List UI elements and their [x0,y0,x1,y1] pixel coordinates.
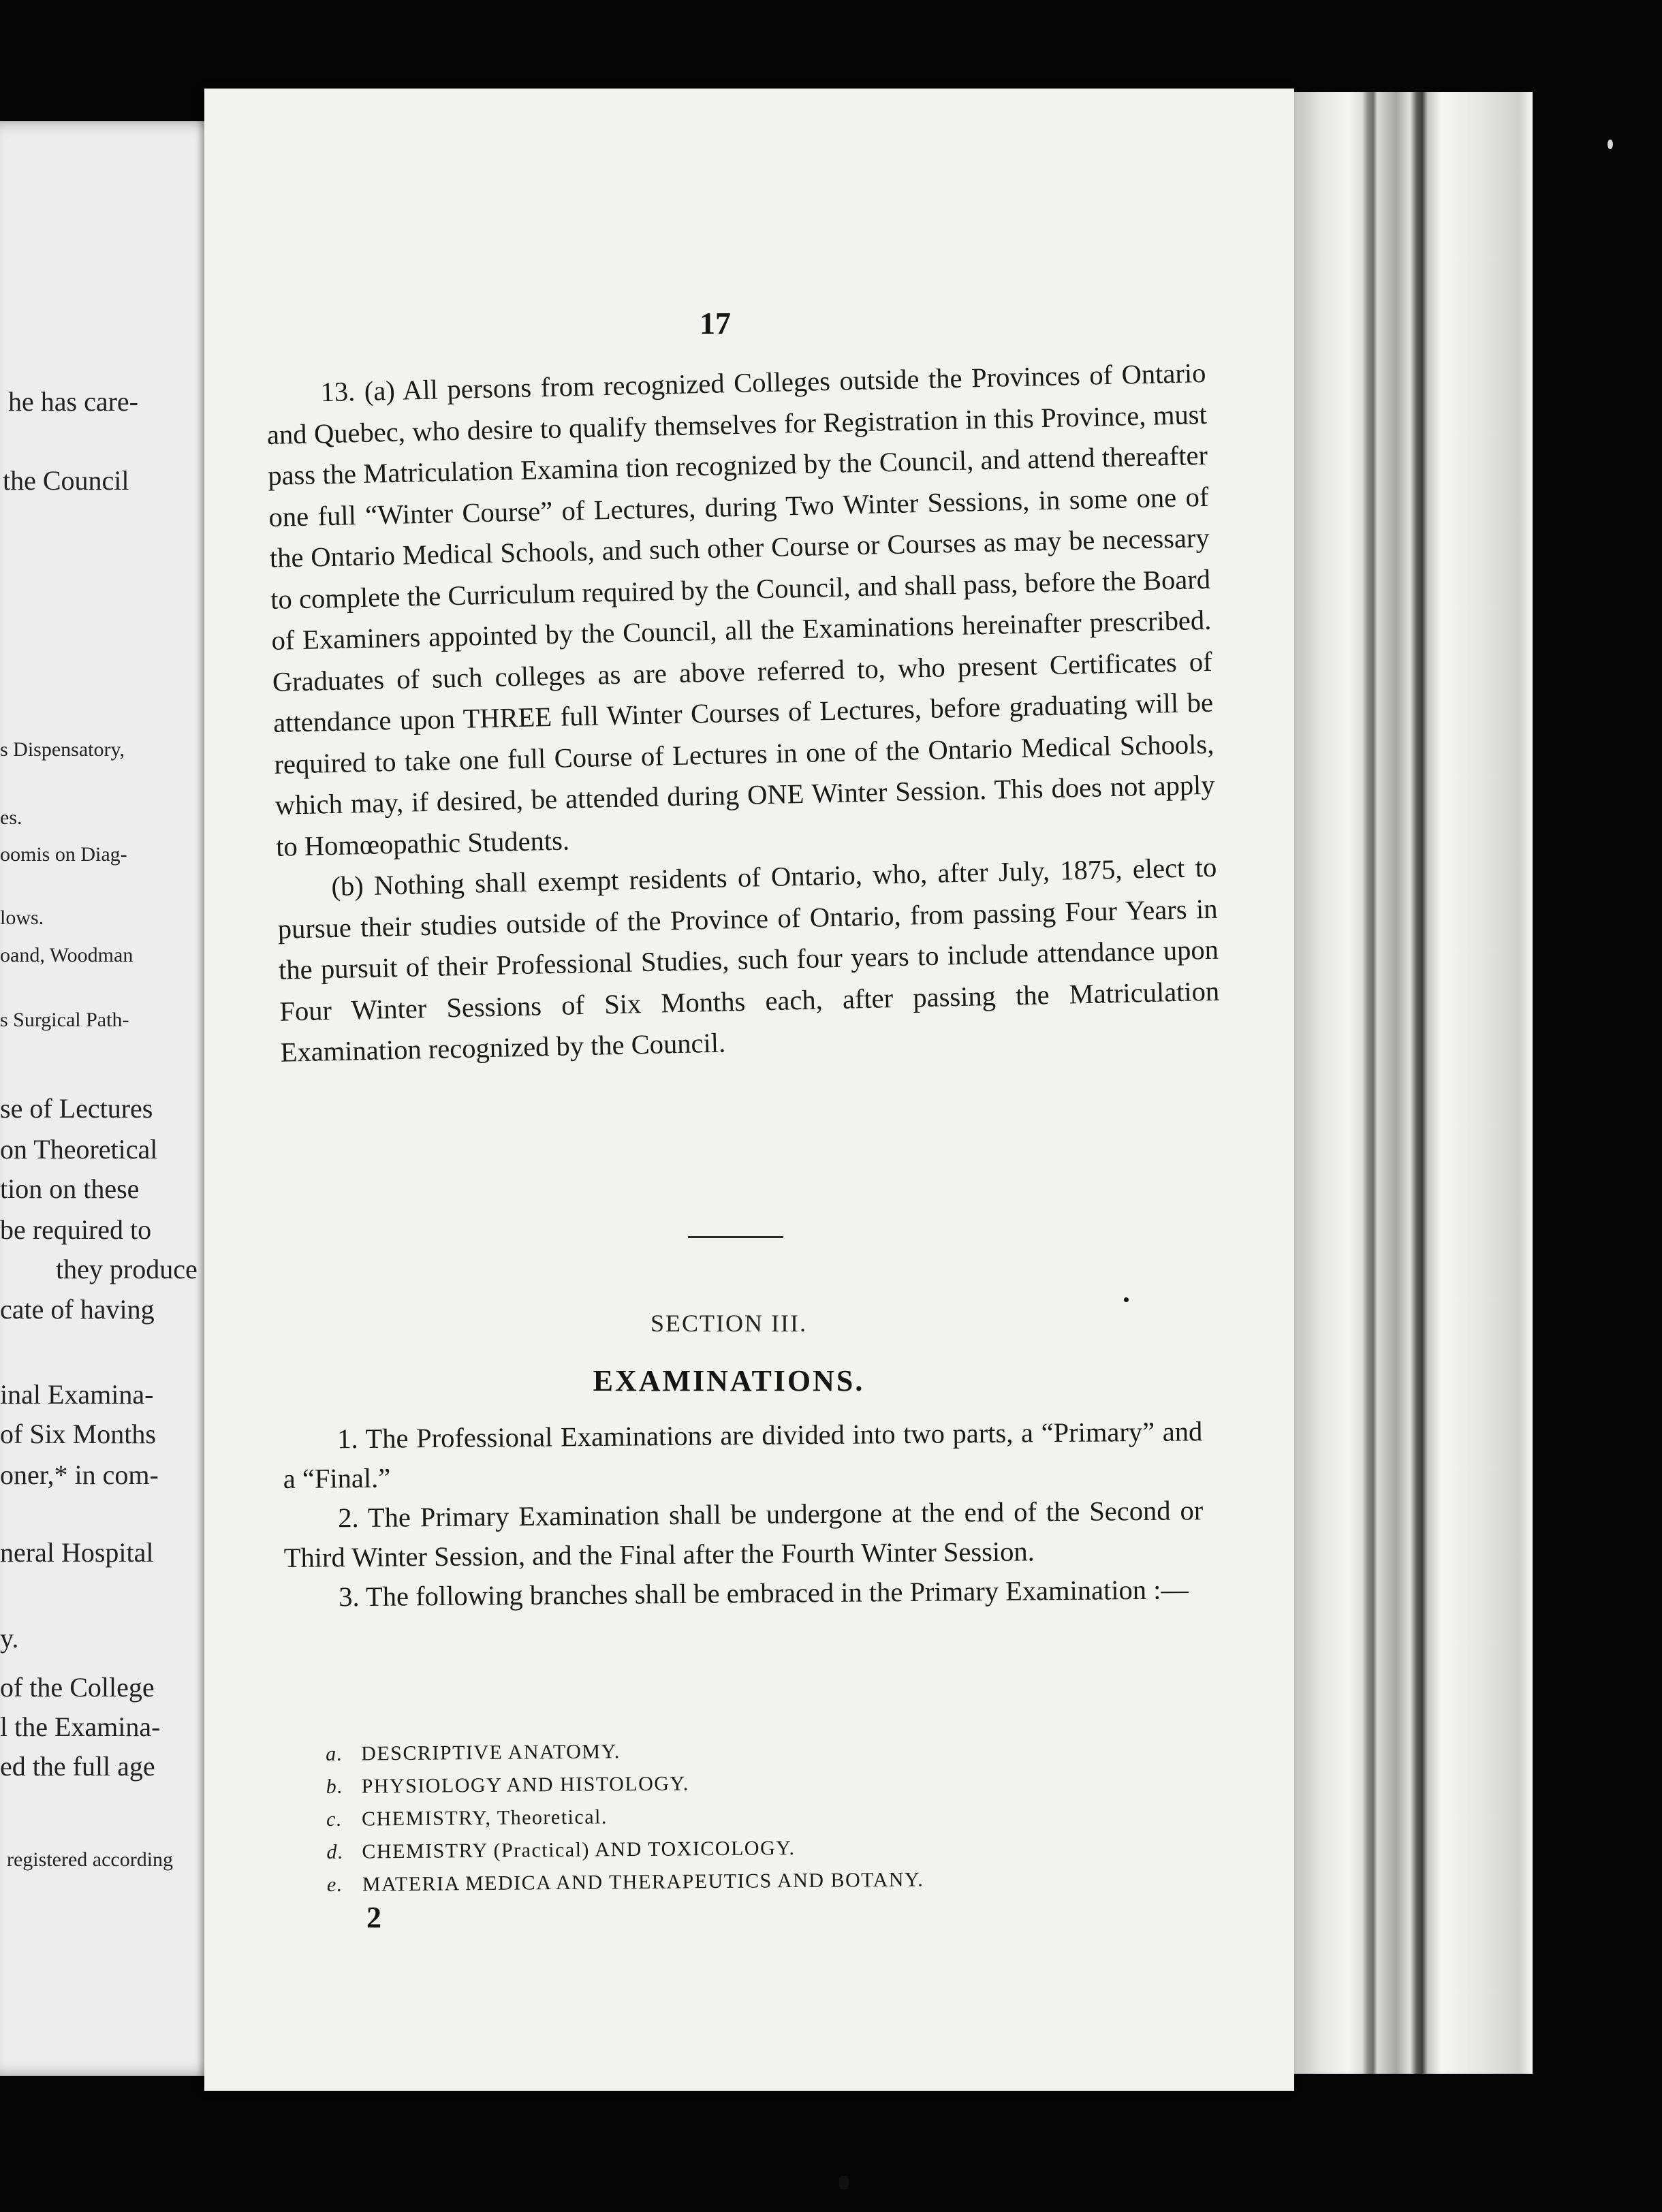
left-page-line: the Council [3,465,129,496]
left-page-line: s Surgical Path- [0,1009,129,1031]
branch-text: MATERIA MEDICA AND THERAPEUTICS AND BOTANY. [362,1868,924,1896]
left-page-line: tion on these [0,1173,140,1204]
left-facing-page [0,121,235,2076]
branch-letter: a. [326,1742,343,1765]
examinations-text [283,1412,1204,1617]
left-page-line: oner,* in com- [0,1459,159,1490]
left-page-line: l the Examina- [0,1711,161,1742]
left-page-line: se of Lectures [0,1093,153,1124]
section-label: SECTION III. [650,1310,807,1337]
branch-item [327,1862,1076,1901]
left-page-line: ed the full age [0,1751,155,1782]
exam-paragraph: 3. The following branches shall be embraced in the Primary Examination :— [339,1574,1189,1613]
left-page-line: inal Examina- [0,1379,154,1410]
branch-text: CHEMISTRY (Practical) AND TOXICOLOGY. [362,1836,796,1863]
left-page-line: on Theoretical [0,1134,158,1165]
branch-text: DESCRIPTIVE ANATOMY. [361,1740,621,1765]
left-page-line: oomis on Diag- [0,843,127,866]
left-page-line: be required to [0,1214,152,1245]
branch-letter: b. [326,1775,344,1798]
left-page-line: of the College [0,1672,155,1703]
branch-letter: c. [326,1807,343,1831]
left-page-line: es. [0,806,22,829]
print-speck [839,2176,849,2190]
left-page-line: cate of having [0,1294,155,1325]
paragraph-13a: 13. (a) All persons from recognized Colleges outside the Provinces of Ontario and Quebec, who desire to qualify themselves for Registration in this Province, must pass the Matriculation Examina tion recognized by the Council, and attend thereafter one full “Winter Course” of Lectures, during Two Winter Sessions, in some one of the Ontario Medical Schools, and such other Course or Courses as may be necessary to complete the Curriculum required by the Council, and shall pass, before the Board of Examiners appointed by the Council, all the Examinations hereinafter prescribed. Graduates of such colleges as are above referred to, who present Certificates of attendance upon THREE full Winter Courses of Lectures, before graduating will be required to take one full Course of Lectures in one of the Ontario Medical Schools, which may, if desired, be attended during ONE Winter Session. This does not apply to Homœopathic Students. [266,357,1216,862]
branch-text: PHYSIOLOGY AND HISTOLOGY. [361,1772,689,1798]
branch-letter: e. [326,1873,343,1896]
left-page-line: registered according [7,1848,174,1871]
print-speck [1608,140,1613,149]
left-page-line: he has care- [8,386,138,417]
left-page-line: they produce [56,1254,198,1284]
left-page-line: oand, Woodman [0,944,134,966]
section-divider [688,1236,783,1238]
left-page-line: s Dispensatory, [0,738,125,761]
branch-letter: d. [326,1840,345,1863]
print-speck [1124,1297,1129,1302]
left-page-line: y. [0,1623,19,1654]
page-number: 17 [700,306,731,341]
left-page-line: of Six Months [0,1419,156,1449]
left-page-line: neral Hospital [0,1537,154,1568]
exam-paragraph: 2. The Primary Examination shall be undergone at the end of the Second or Third Winter Session, and the Final after the Fourth Winter Session. [283,1495,1204,1573]
exam-paragraph: 1. The Professional Examinations are divided into two parts, a “Primary” and a “Final.” [283,1416,1203,1494]
left-page-line: lows. [0,906,44,929]
branch-list [326,1731,1076,1901]
signature-mark: 2 [366,1901,381,1934]
page-edges [1281,92,1533,2074]
paragraph-13b: (b) Nothing shall exempt residents of Ontario, who, after July, 1875, elect to pursue their studies outside of the Province of Ontario, from passing Four Years in the pursuit of their Professional Studies, such four years to include attendance upon Four Winter Sessions of Six Months each, after passing the Matriculation Examination recognized by the Council. [277,851,1220,1068]
branch-text: CHEMISTRY, Theoretical. [361,1805,608,1831]
section-13-text [266,353,1221,1073]
section-title: EXAMINATIONS. [593,1364,865,1397]
